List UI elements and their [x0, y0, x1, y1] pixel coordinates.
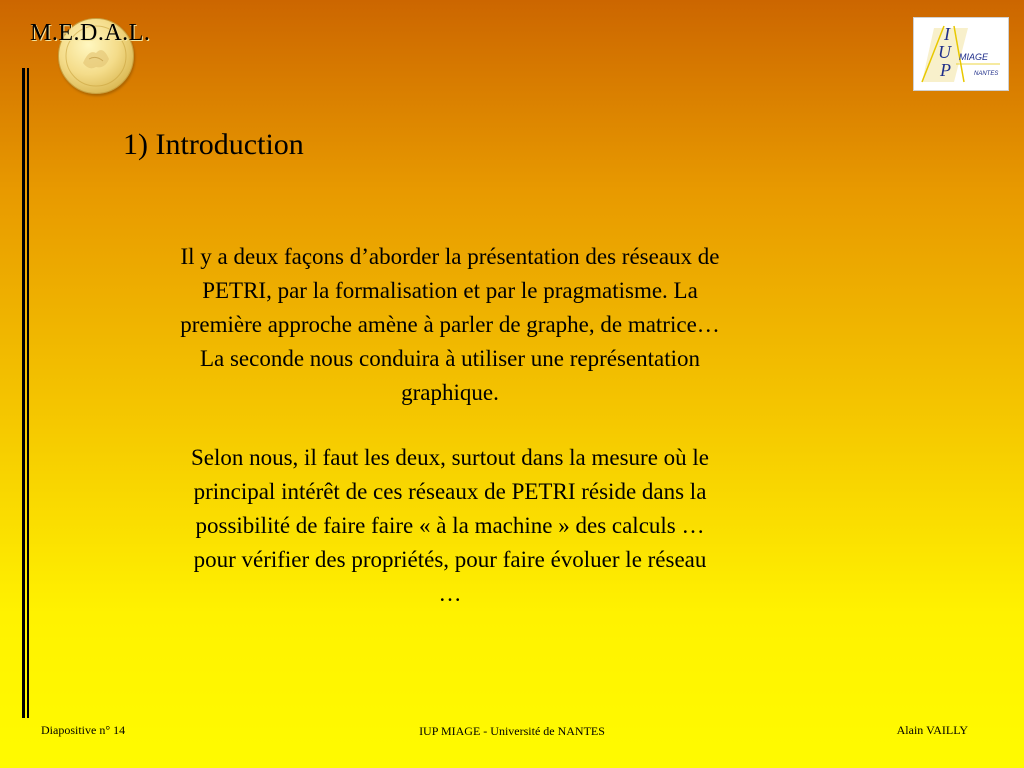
- left-rule-thin: [27, 68, 29, 718]
- iup-miage-logo: [913, 17, 1009, 91]
- slide-body: [180, 240, 720, 642]
- paragraph-1: Il y a deux façons d’aborder la présentation des réseaux de PETRI, par la formalisation et par le pragmatisme. La première approche amène à parler de graphe, de matrice… La seconde nous conduira à utiliser une représentation graphique.: [180, 244, 720, 405]
- logo-word-nantes: NANTES: [974, 71, 999, 77]
- logo-letter-p: P: [940, 60, 951, 80]
- logo-letter-i: I: [944, 24, 950, 44]
- logo-word-miage: MIAGE: [959, 52, 989, 62]
- footer-author: Alain VAILLY: [896, 723, 968, 737]
- footer-institution: IUP MIAGE - Université de NANTES: [419, 724, 605, 738]
- logo-letter-u: U: [938, 42, 951, 62]
- brand-title: M.E.D.A.L.: [30, 20, 151, 46]
- paragraph-2: Selon nous, il faut les deux, surtout dans la mesure où le principal intérêt de ces réseaux de PETRI réside dans la possibilité de faire faire « à la machine » des calculs … pour vérifier des propriétés, pour faire évoluer le réseau …: [190, 445, 710, 606]
- footer-slide-number: Diapositive n° 14: [41, 723, 126, 737]
- slide-title: 1) Introduction: [123, 128, 304, 161]
- left-rule: [22, 68, 25, 718]
